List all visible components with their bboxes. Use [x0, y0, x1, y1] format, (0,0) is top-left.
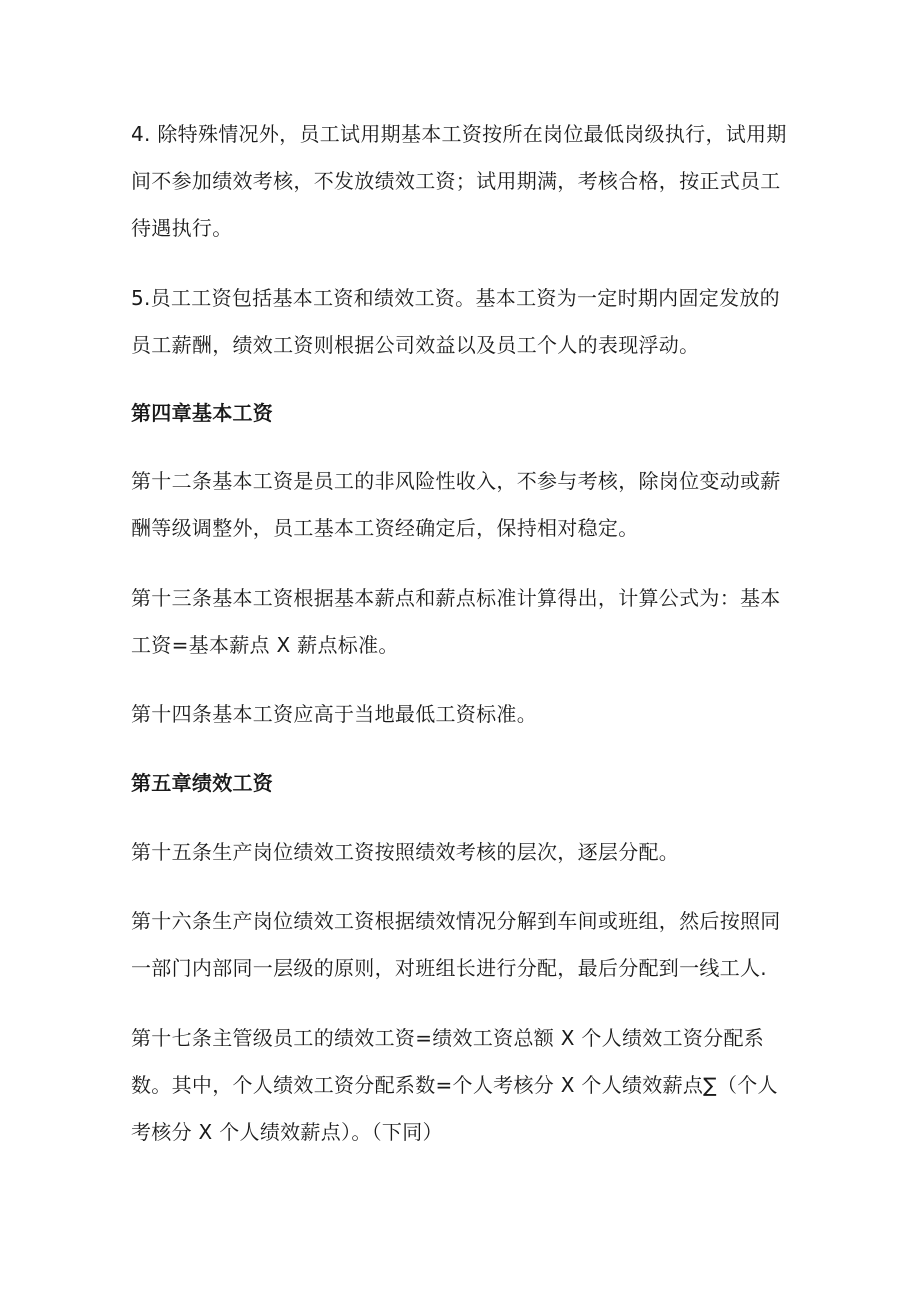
article-15: 第十五条生产岗位绩效工资按照绩效考核的层次，逐层分配。 — [131, 840, 680, 864]
document-page — [131, 111, 796, 1156]
article-17: 第十七条主管级员工的绩效工资=绩效工资总额 X 个人绩效工资分配系数。其中，个人绩效工资分配系数=个人考核分 X 个人绩效薪点∑（个人考核分 X 个人绩效薪点）。（下同） — [131, 1026, 778, 1144]
article-12: 第十二条基本工资是员工的非风险性收入，不参与考核，除岗位变动或薪酬等级调整外，员工基本工资经确定后，保持相对稳定。 — [131, 469, 781, 540]
paragraph-probation-salary: 4. 除特殊情况外，员工试用期基本工资按所在岗位最低岗级执行，试用期间不参加绩效考核，不发放绩效工资；试用期满，考核合格，按正式员工待遇执行。 — [131, 122, 787, 240]
paragraph-salary-composition: 5.员工工资包括基本工资和绩效工资。基本工资为一定时期内固定发放的员工薪酬，绩效工资则根据公司效益以及员工个人的表现浮动。 — [131, 286, 780, 357]
chapter-5-heading: 第五章绩效工资 — [131, 771, 274, 795]
article-14: 第十四条基本工资应高于当地最低工资标准。 — [131, 702, 537, 726]
article-16: 第十六条生产岗位绩效工资根据绩效情况分解到车间或班组，然后按照同一部门内部同一层级的原则，对班组长进行分配，最后分配到一线工人. — [131, 909, 781, 980]
article-13: 第十三条基本工资根据基本薪点和薪点标准计算得出，计算公式为：基本工资=基本薪点 X 薪点标准。 — [131, 586, 781, 657]
chapter-4-heading: 第四章基本工资 — [131, 401, 274, 425]
